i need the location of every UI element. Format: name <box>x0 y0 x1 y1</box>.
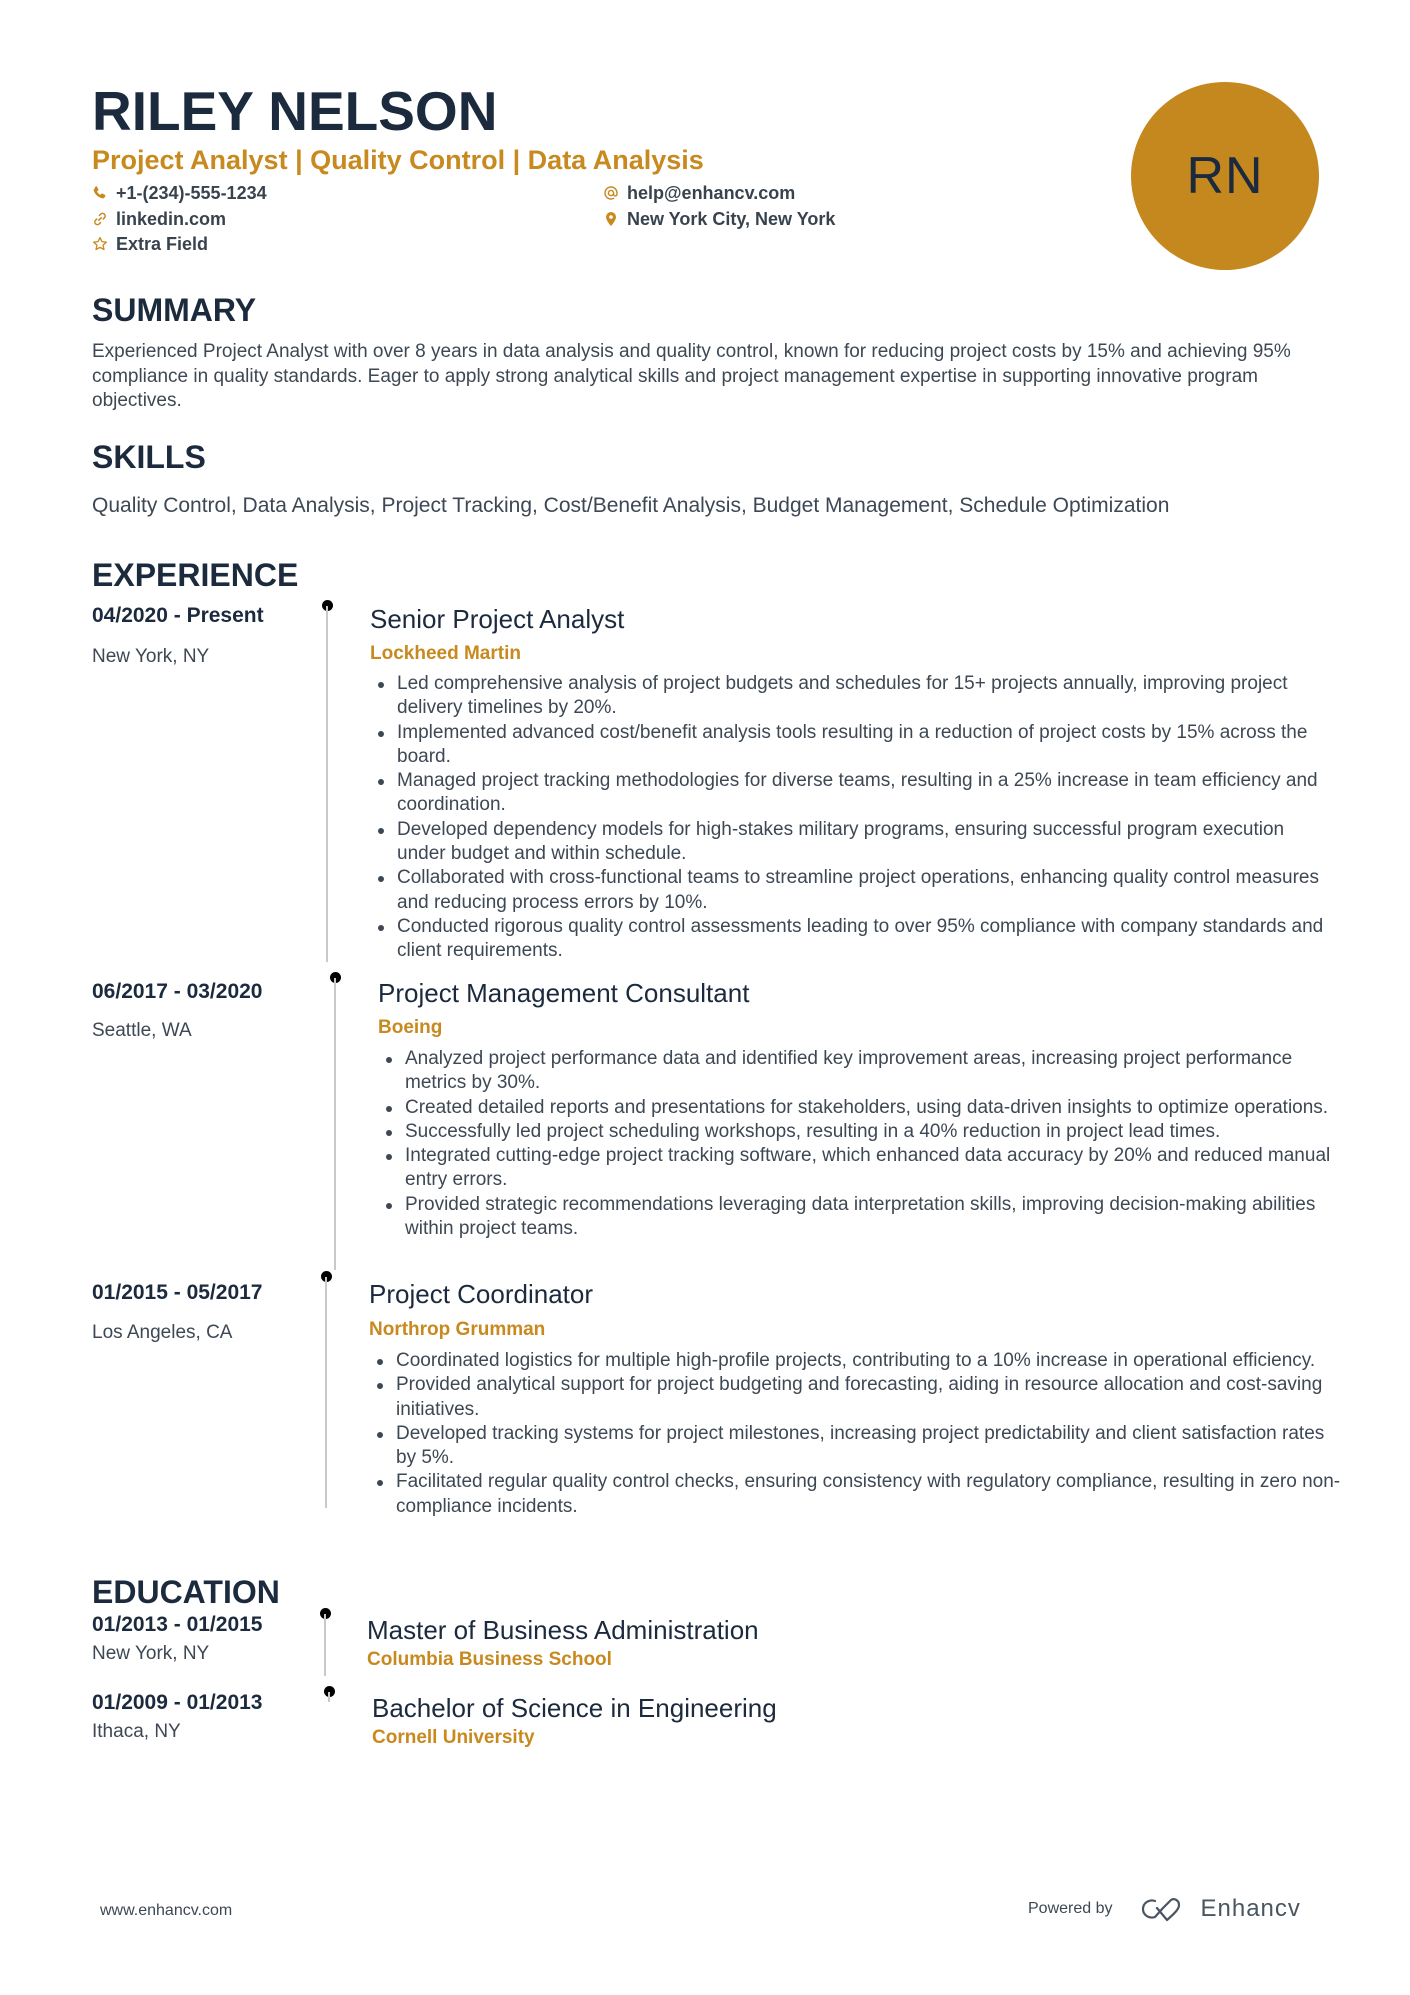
summary-text: Experienced Project Analyst with over 8 years in data analysis and quality control, known for reducing project costs by 15% and achieving 95% compliance in quality standards. Eager to apply strong analytical skills and project management expertise in supporting innovative program objectives. <box>92 341 1291 411</box>
bullet-item: Provided strategic recommendations leveraging data interpretation skills, improving decision-making abilities within project teams. <box>378 1193 1343 1242</box>
skills-heading: SKILLS <box>92 439 206 475</box>
bullet-item: Collaborated with cross-functional teams to streamline project operations, enhancing quality control measures and reducing process errors by 10%. <box>370 866 1335 915</box>
education-degree: Bachelor of Science in Engineering <box>372 1693 777 1723</box>
bullet-item: Developed dependency models for high-stakes military programs, ensuring successful program execution under budget and within schedule. <box>370 818 1335 867</box>
experience-location: New York, NY <box>92 646 210 667</box>
education-school: Columbia Business School <box>367 1649 612 1670</box>
timeline-line <box>325 1277 327 1508</box>
experience-location: Seattle, WA <box>92 1020 192 1041</box>
timeline-line <box>324 1614 326 1676</box>
contact-phone-text: +1-(234)-555-1234 <box>116 183 267 203</box>
contact-extra-field <box>92 233 208 255</box>
education-location: Ithaca, NY <box>92 1721 181 1742</box>
experience-bullets <box>369 1349 1344 1519</box>
experience-dates: 01/2015 - 05/2017 <box>92 1281 263 1304</box>
education-location: New York, NY <box>92 1643 210 1664</box>
experience-dates: 04/2020 - Present <box>92 604 264 627</box>
bullet-item: Successfully led project scheduling workshops, resulting in a 40% reduction in project lead times. <box>378 1120 1343 1144</box>
link-icon <box>92 211 108 227</box>
experience-location: Los Angeles, CA <box>92 1322 233 1343</box>
education-dates: 01/2013 - 01/2015 <box>92 1613 263 1636</box>
experience-company: Lockheed Martin <box>370 643 521 664</box>
avatar <box>1131 82 1319 270</box>
contact-email[interactable] <box>603 182 795 204</box>
experience-role: Senior Project Analyst <box>370 604 625 634</box>
summary-heading: SUMMARY <box>92 292 257 328</box>
bullet-item: Integrated cutting-edge project tracking software, which enhanced data accuracy by 20% and reduced manual entry errors. <box>378 1144 1343 1193</box>
contact-linkedin-text: linkedin.com <box>116 209 227 229</box>
experience-heading: EXPERIENCE <box>92 557 299 593</box>
timeline-line <box>328 1692 330 1702</box>
experience-bullets <box>370 672 1335 964</box>
powered-by-label: Powered by <box>1028 1900 1113 1917</box>
bullet-item: Led comprehensive analysis of project budgets and schedules for 15+ projects annually, improving project delivery timelines by 20%. <box>370 672 1335 721</box>
contact-extra-field-text: Extra Field <box>116 234 209 254</box>
contact-linkedin[interactable] <box>92 208 226 230</box>
bullet-item: Created detailed reports and presentations for stakeholders, using data-driven insights to optimize operations. <box>378 1096 1343 1120</box>
timeline-line <box>334 978 336 1270</box>
avatar-initials: RN <box>1186 147 1264 205</box>
contact-phone <box>92 182 267 204</box>
bullet-item: Facilitated regular quality control checks, ensuring consistency with regulatory compliance, resulting in zero non-compliance incidents. <box>369 1470 1344 1519</box>
footer-website-link[interactable]: www.enhancv.com <box>100 1902 233 1919</box>
timeline-line <box>326 606 328 962</box>
contact-email-text: help@enhancv.com <box>627 183 796 203</box>
at-icon <box>603 185 619 201</box>
contact-location-text: New York City, New York <box>627 209 836 229</box>
candidate-title: Project Analyst | Quality Control | Data Analysis <box>92 145 704 175</box>
location-pin-icon <box>603 211 619 227</box>
experience-company: Boeing <box>378 1017 443 1038</box>
contact-location <box>603 208 835 230</box>
education-heading: EDUCATION <box>92 1574 280 1610</box>
bullet-item: Developed tracking systems for project milestones, increasing project predictability and client satisfaction rates by 5%. <box>369 1422 1344 1471</box>
bullet-item: Managed project tracking methodologies for diverse teams, resulting in a 25% increase in team efficiency and coordination. <box>370 769 1335 818</box>
candidate-name: RILEY NELSON <box>92 80 498 142</box>
experience-company: Northrop Grumman <box>369 1319 546 1340</box>
enhancv-logo-icon <box>1141 1896 1187 1922</box>
education-school: Cornell University <box>372 1727 535 1748</box>
skills-text: Quality Control, Data Analysis, Project Tracking, Cost/Benefit Analysis, Budget Management, Schedule Optimization <box>92 494 1170 517</box>
experience-role: Project Management Consultant <box>378 978 750 1008</box>
enhancv-logo-text: Enhancv <box>1200 1895 1301 1922</box>
footer-powered-by[interactable] <box>1028 1895 1301 1923</box>
bullet-item: Conducted rigorous quality control assessments leading to over 95% compliance with company standards and client requirements. <box>370 915 1335 964</box>
phone-icon <box>92 185 108 201</box>
education-degree: Master of Business Administration <box>367 1615 759 1645</box>
education-dates: 01/2009 - 01/2013 <box>92 1691 263 1714</box>
experience-bullets <box>378 1047 1343 1241</box>
bullet-item: Provided analytical support for project budgeting and forecasting, aiding in resource allocation and cost-saving initiatives. <box>369 1373 1344 1422</box>
bullet-item: Analyzed project performance data and identified key improvement areas, increasing project performance metrics by 30%. <box>378 1047 1343 1096</box>
experience-role: Project Coordinator <box>369 1279 593 1309</box>
star-icon <box>92 236 108 252</box>
bullet-item: Coordinated logistics for multiple high-profile projects, contributing to a 10% increase in operational efficiency. <box>369 1349 1344 1373</box>
experience-dates: 06/2017 - 03/2020 <box>92 980 263 1003</box>
bullet-item: Implemented advanced cost/benefit analysis tools resulting in a reduction of project costs by 15% across the board. <box>370 721 1335 770</box>
